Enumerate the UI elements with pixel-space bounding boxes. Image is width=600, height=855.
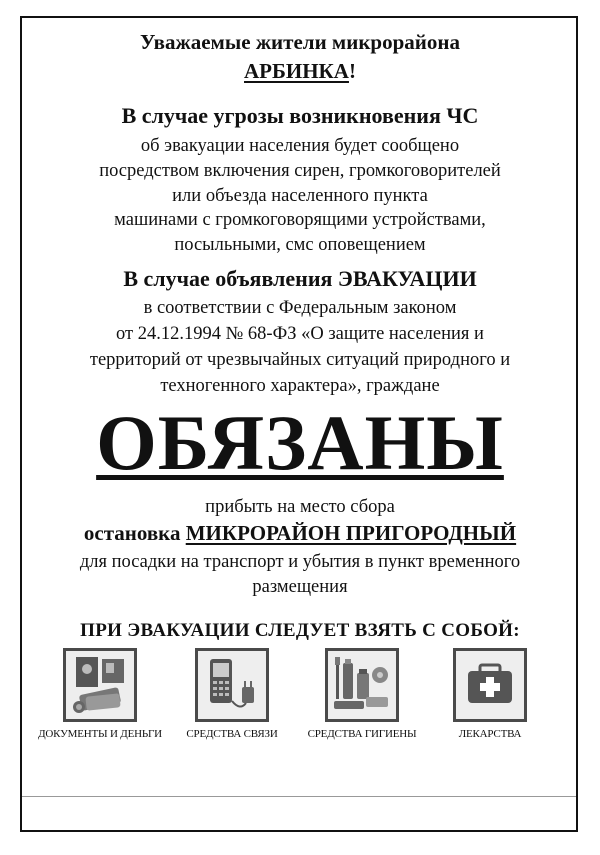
threat-line: посредством включения сирен, громкоговорителей	[99, 161, 501, 181]
mobile-phone-icon	[195, 648, 269, 722]
district-name: АРБИНКА	[244, 59, 349, 83]
take-title: ПРИ ЭВАКУАЦИИ СЛЕДУЕТ ВЗЯТЬ С СОБОЙ:	[80, 620, 520, 641]
stop-prefix: остановка	[83, 521, 186, 545]
item-label: ДОКУМЕНТЫ И ДЕНЬГИ	[38, 728, 162, 740]
bottom-divider	[22, 796, 576, 797]
item-documents	[25, 648, 175, 740]
item-label: СРЕДСТВА ГИГИЕНЫ	[307, 728, 417, 740]
greeting-line: Уважаемые жители микрорайона	[139, 30, 460, 54]
first-aid-kit-icon	[453, 648, 527, 722]
exclamation: !	[348, 59, 356, 83]
evacuation-line: территорий от чрезвычайных ситуаций природного и	[89, 350, 511, 370]
obligated-heading: ОБЯЗАНЫ	[96, 399, 504, 486]
threat-title: В случае угрозы возникновения ЧС	[121, 103, 479, 128]
threat-line: об эвакуации населения будет сообщено	[140, 136, 460, 156]
evacuation-title-prefix: В случае объявления	[123, 266, 338, 291]
evacuation-line: от 24.12.1994 № 68-ФЗ «О защите населения и	[116, 324, 484, 344]
assembly-line: для посадки на транспорт и убытия в пункт временного	[79, 552, 521, 572]
hygiene-kit-icon	[325, 648, 399, 722]
evacuation-line: в соответствии с Федеральным законом	[143, 298, 457, 318]
assembly-line: прибыть на место сбора	[205, 497, 395, 517]
threat-line: посыльными, смс оповещением	[174, 235, 426, 255]
item-label: СРЕДСТВА СВЯЗИ	[186, 728, 278, 740]
item-label: ЛЕКАРСТВА	[458, 728, 522, 740]
evacuation-title	[0, 266, 600, 292]
assembly-line: размещения	[252, 577, 348, 597]
evacuation-title-highlight: ЭВАКУАЦИИ	[337, 266, 477, 291]
district-line	[0, 59, 600, 84]
threat-line: или объезда населенного пункта	[172, 186, 428, 206]
item-medicine	[415, 648, 565, 740]
item-communication	[157, 648, 307, 740]
threat-line: машинами с громкоговорящими устройствами,	[114, 210, 486, 230]
documents-money-icon	[63, 648, 137, 722]
evacuation-line: техногенного характера», граждане	[160, 376, 440, 396]
stop-name: МИКРОРАЙОН ПРИГОРОДНЫЙ	[185, 521, 517, 545]
assembly-stop	[0, 521, 600, 546]
